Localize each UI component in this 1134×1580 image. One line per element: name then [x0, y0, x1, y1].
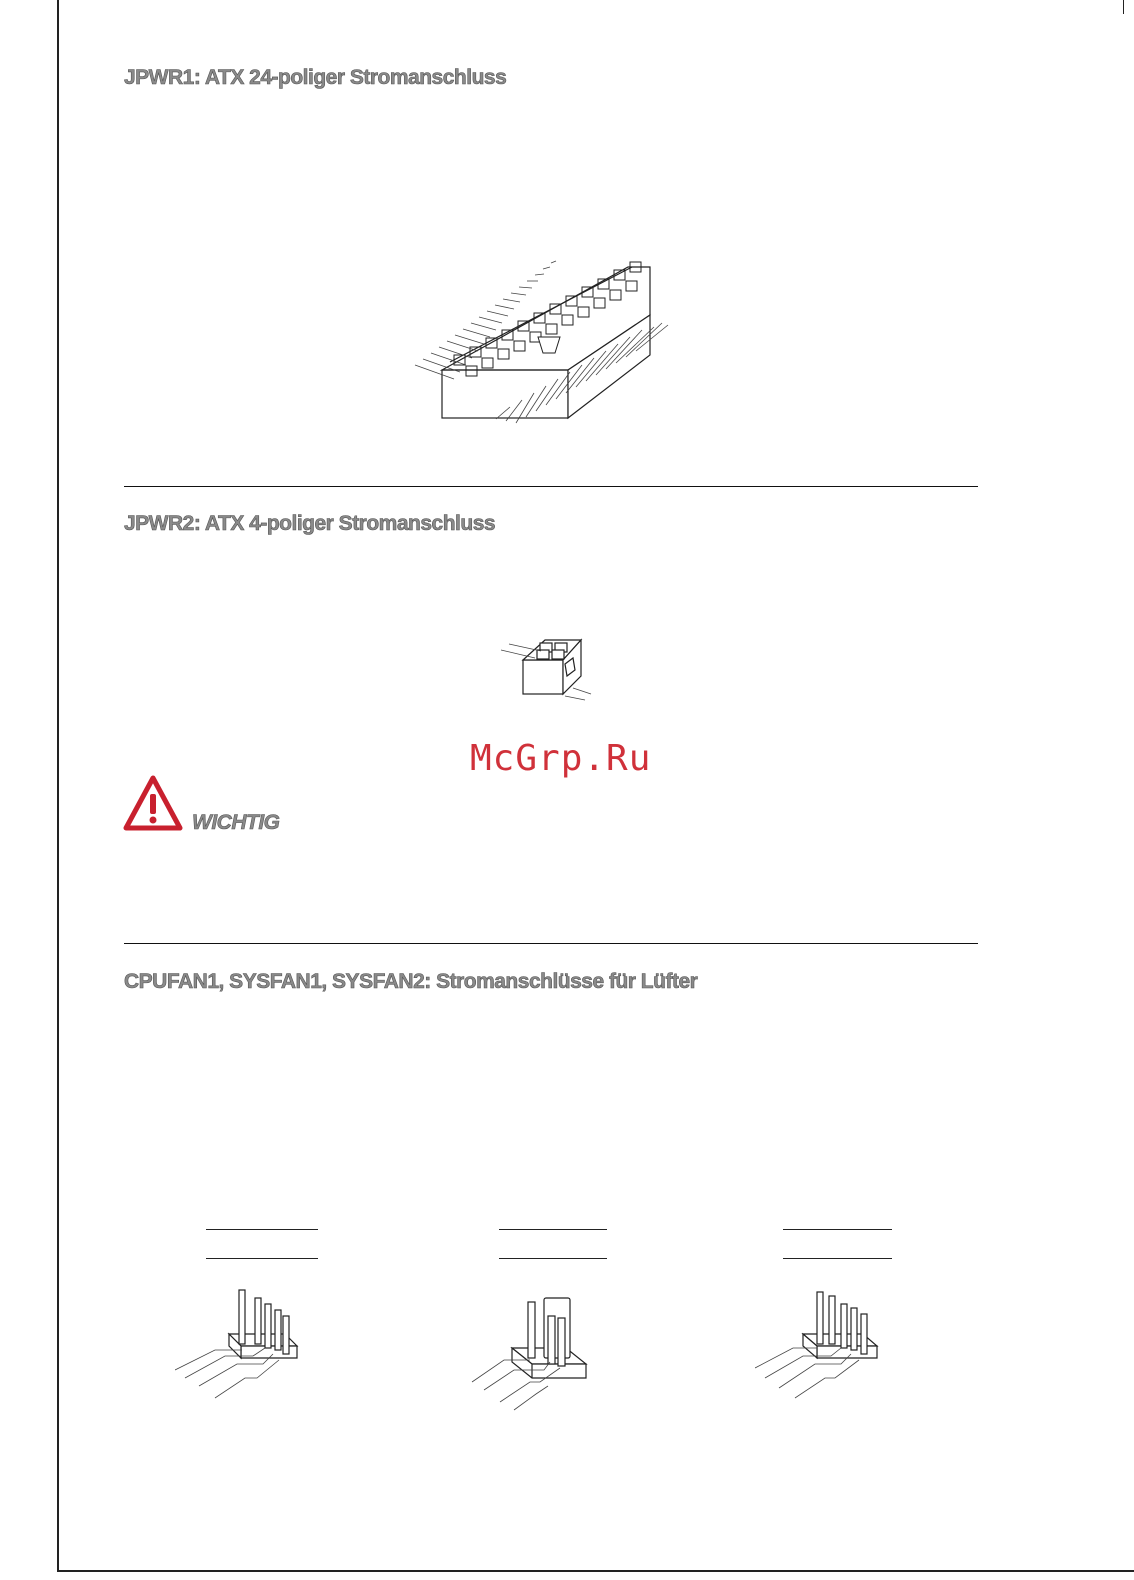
atx-24pin-connector-diagram [410, 255, 680, 430]
cpufan-label-line-1 [206, 1229, 318, 1230]
section-divider-2 [124, 943, 978, 944]
page-frame-left [57, 0, 59, 1572]
page-frame-right-tick [1123, 0, 1124, 14]
sysfan1-label-line-1 [499, 1229, 607, 1230]
jpwr1-heading: JPWR1: ATX 24-poliger Stromanschluss [124, 66, 507, 89]
warning-triangle-icon [122, 774, 184, 832]
sysfan1-3pin-header-diagram [470, 1290, 600, 1412]
fans-heading: CPUFAN1, SYSFAN1, SYSFAN2: Stromanschlüsse für Lüfter [124, 970, 698, 993]
jpwr2-heading: JPWR2: ATX 4-poliger Stromanschluss [124, 512, 496, 535]
important-label: WICHTIG [192, 811, 280, 834]
section-divider-1 [124, 486, 978, 487]
sysfan1-label-line-2 [499, 1258, 607, 1259]
sysfan2-label-line-1 [783, 1229, 892, 1230]
cpufan1-4pin-header-diagram [175, 1288, 305, 1410]
sysfan2-4pin-header-diagram [755, 1288, 885, 1410]
sysfan2-label-line-2 [783, 1258, 892, 1259]
page-frame-bottom [57, 1570, 1134, 1572]
cpufan-label-line-2 [206, 1258, 318, 1259]
watermark-text: McGrp.Ru [470, 738, 652, 779]
atx-4pin-connector-diagram [495, 636, 595, 710]
